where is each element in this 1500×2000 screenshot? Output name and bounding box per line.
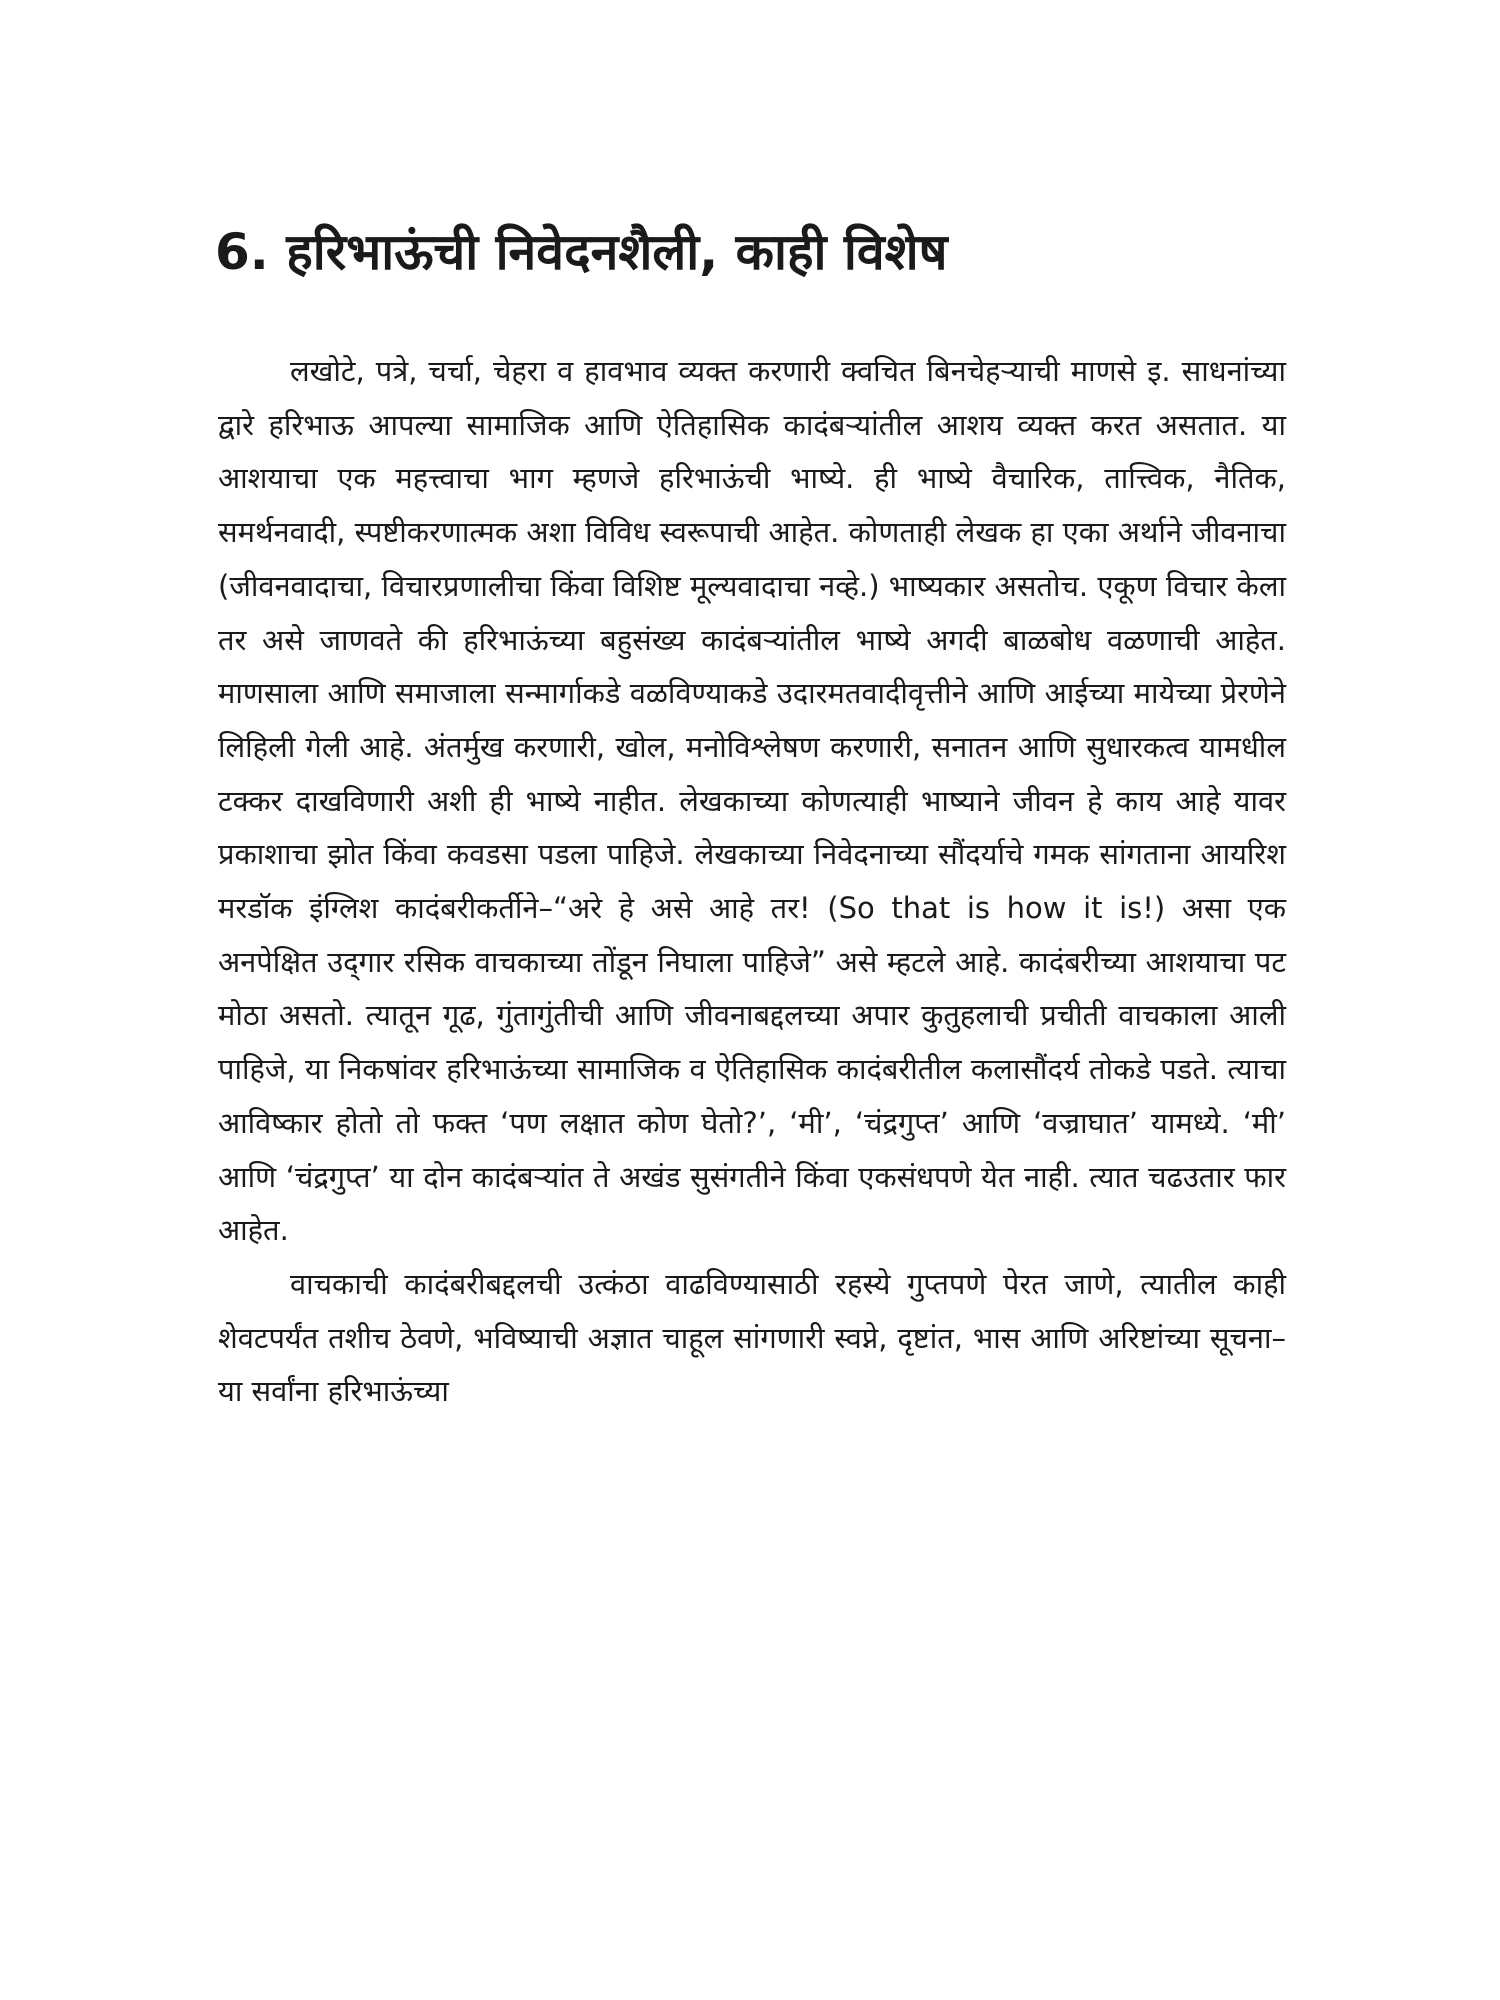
body-text [218,345,1286,1419]
paragraph: लखोटे, पत्रे, चर्चा, चेहरा व हावभाव व्यक्त करणारी क्वचित बिनचेहऱ्याची माणसे इ. साधनांच्या द्वारे हरिभाऊ आपल्या सामाजिक आणि ऐतिहासिक कादंबऱ्यांतील आशय व्यक्त करत असतात. या आशयाचा एक महत्त्वाचा भाग म्हणजे हरिभाऊंची भाष्ये. ही भाष्ये वैचारिक, तात्त्विक, नैतिक, समर्थनवादी, स्पष्टीकरणात्मक अशा विविध स्वरूपाची आहेत. कोणताही लेखक हा एका अर्थाने जीवनाचा (जीवनवादाचा, विचारप्रणालीचा किंवा विशिष्ट मूल्यवादाचा नव्हे.) भाष्यकार असतोच. एकूण विचार केला तर असे जाणवते की हरिभाऊंच्या बहुसंख्य कादंबऱ्यांतील भाष्ये अगदी बाळबोध वळणाची आहेत. माणसाला आणि समाजाला सन्मार्गाकडे वळविण्याकडे उदारमतवादीवृत्तीने आणि आईच्या मायेच्या प्रेरणेने लिहिली गेली आहे. अंतर्मुख करणारी, खोल, मनोविश्लेषण करणारी, सनातन आणि सुधारकत्व यामधील टक्कर दाखविणारी अशी ही भाष्ये नाहीत. लेखकाच्या कोणत्याही भाष्याने जीवन हे काय आहे यावर प्रकाशाचा झोत किंवा कवडसा पडला पाहिजे. लेखकाच्या निवेदनाच्या सौंदर्याचे गमक सांगताना आयरिश मरडॉक इंग्लिश कादंबरीकर्तीने–“अरे हे असे आहे तर! (So that is how it is!) असा एक अनपेक्षित उद्‌गार रसिक वाचकाच्या तोंडून निघाला पाहिजे” असे म्हटले आहे. कादंबरीच्या आशयाचा पट मोठा असतो. त्यातून गूढ, गुंतागुंतीची आणि जीवनाबद्दलच्या अपार कुतुहलाची प्रचीती वाचकाला आली पाहिजे, या निकषांवर हरिभाऊंच्या सामाजिक व ऐतिहासिक कादंबरीतील कलासौंदर्य तोकडे पडते. त्याचा आविष्कार होतो तो फक्त ‘पण लक्षात कोण घेतो?’, ‘मी’, ‘चंद्रगुप्त’ आणि ‘वज्राघात’ यामध्ये. ‘मी’ आणि ‘चंद्रगुप्त’ या दोन कादंबऱ्यांत ते अखंड सुसंगतीने किंवा एकसंधपणे येत नाही. त्यात चढउतार फार आहेत. [218,354,1286,1248]
paragraph: वाचकाची कादंबरीबद्दलची उत्कंठा वाढविण्यासाठी रहस्ये गुप्तपणे पेरत जाणे, त्यातील काही शेवटपर्यंत तशीच ठेवणे, भविष्याची अज्ञात चाहूल सांगणारी स्वप्ने, दृष्टांत, भास आणि अरिष्टांच्या सूचना–या सर्वांना हरिभाऊंच्या [218,1266,1286,1409]
chapter-title: 6. हरिभाऊंची निवेदनशैली, काही विशेष [215,223,948,281]
